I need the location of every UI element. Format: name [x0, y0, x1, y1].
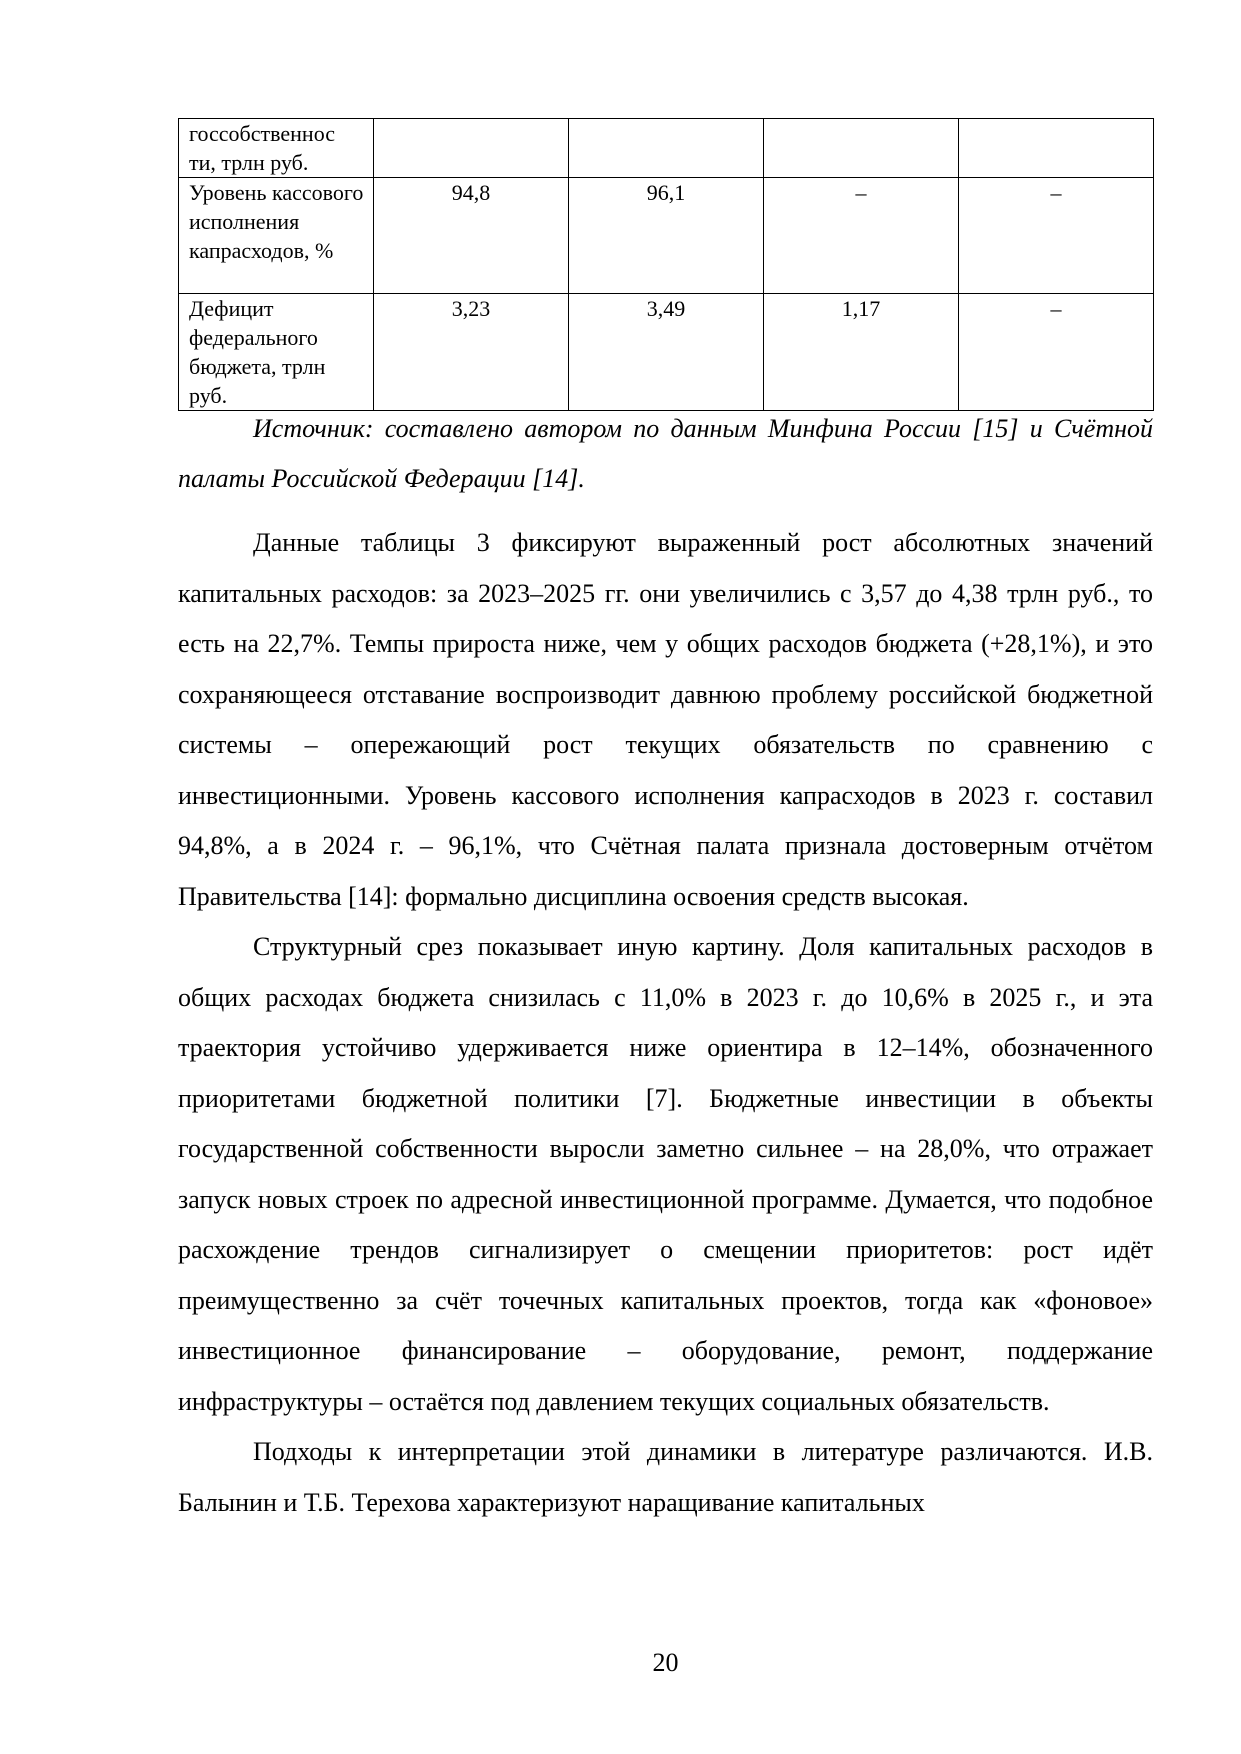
- table-row: [179, 119, 1154, 178]
- table-cell: –: [959, 178, 1154, 294]
- table-cell: 3,23: [374, 294, 569, 411]
- table-cell: –: [959, 294, 1154, 411]
- page-number: 20: [652, 1648, 679, 1677]
- table-cell: 96,1: [569, 178, 764, 294]
- table-row: [179, 178, 1154, 294]
- table-cell: 94,8: [374, 178, 569, 294]
- table-cell: 1,17: [764, 294, 959, 411]
- table-row-label: госсобственнос ти, трлн руб.: [179, 119, 374, 178]
- table-cell: [959, 119, 1154, 178]
- table-row-label: Уровень кассового исполнения капрасходов, %: [179, 178, 374, 294]
- table-row: [179, 294, 1154, 411]
- table-row-label: Дефицит федерального бюджета, трлн руб.: [179, 294, 374, 411]
- body-text: [178, 518, 1153, 1528]
- paragraph: Данные таблицы 3 фиксируют выраженный рост абсолютных значений капитальных расходов: за 2023–2025 гг. они увеличились с 3,57 до 4,38 трлн руб., то есть на 22,7%. Темпы прироста ниже, чем у общих расходов бюджета (+28,1%), и это сохраняющееся отставание воспроизводит давнюю проблему российской бюджетной системы – опережающий рост текущих обязательств по сравнению с инвестиционными. Уровень кассового исполнения капрасходов в 2023 г. составил 94,8%, а в 2024 г. – 96,1%, что Счётная палата признала достоверным отчётом Правительства [14]: формально дисциплина освоения средств высокая.: [178, 528, 1153, 911]
- table-cell: [569, 119, 764, 178]
- paragraph: Подходы к интерпретации этой динамики в литературе различаются. И.В. Балынин и Т.Б. Терехова характеризуют наращивание капитальных: [178, 1437, 1153, 1517]
- table-cell: [764, 119, 959, 178]
- data-table: [178, 118, 1154, 411]
- paragraph: Структурный срез показывает иную картину. Доля капитальных расходов в общих расходах бюджета снизилась с 11,0% в 2023 г. до 10,6% в 2025 г., и эта траектория устойчиво удерживается ниже ориентира в 12–14%, обозначенного приоритетами бюджетной политики [7]. Бюджетные инвестиции в объекты государственной собственности выросли заметно сильнее – на 28,0%, что отражает запуск новых строек по адресной инвестиционной программе. Думается, что подобное расхождение трендов сигнализирует о смещении приоритетов: рост идёт преимущественно за счёт точечных капитальных проектов, тогда как «фоновое» инвестиционное финансирование – оборудование, ремонт, поддержание инфраструктуры – остаётся под давлением текущих социальных обязательств.: [178, 932, 1153, 1416]
- table-cell: [374, 119, 569, 178]
- table-source-note: Источник: составлено автором по данным Минфина России [15] и Счётной палаты Российской Федерации [14].: [178, 414, 1153, 493]
- table-cell: 3,49: [569, 294, 764, 411]
- table-cell: –: [764, 178, 959, 294]
